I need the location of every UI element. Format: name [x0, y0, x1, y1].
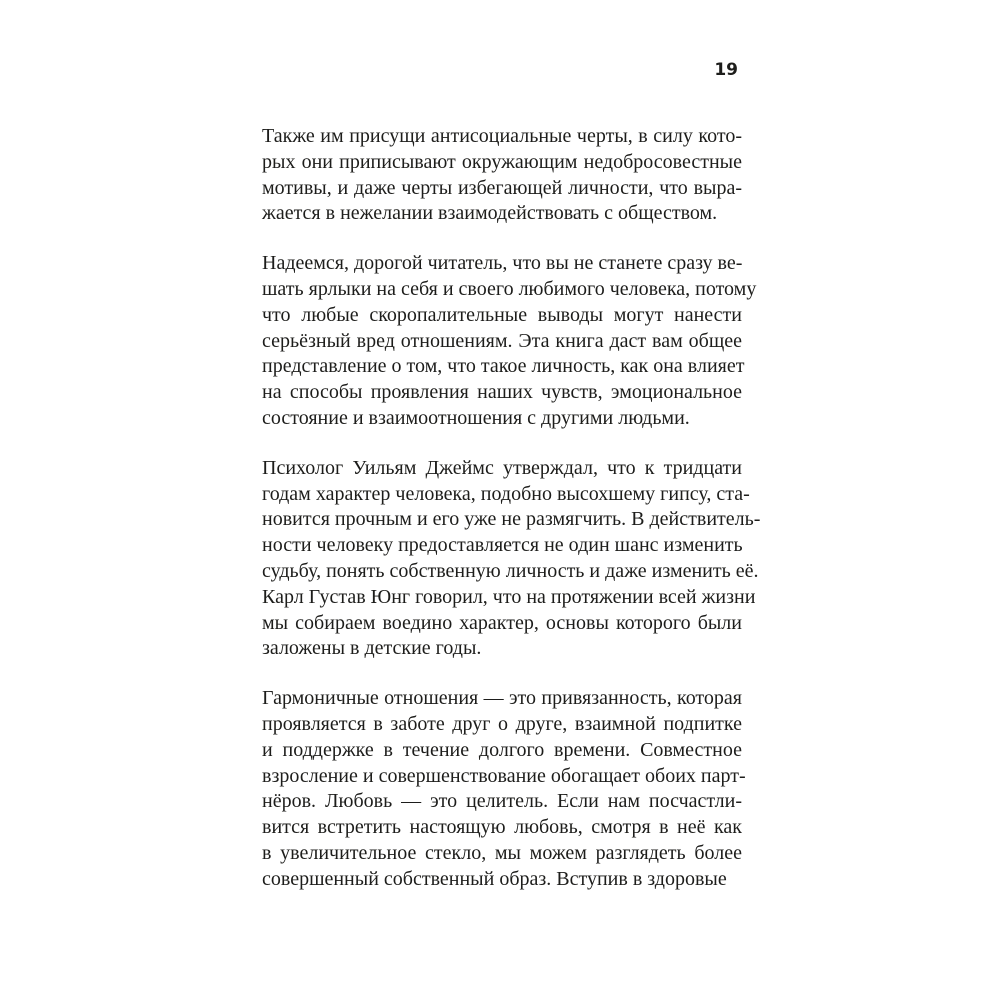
paragraph — [262, 124, 742, 227]
text-line: нёров. Любовь — это целитель. Если нам посчастли- — [262, 790, 742, 813]
text-line: состояние и взаимоотношения с другими людьми. — [262, 406, 690, 429]
paragraph — [262, 686, 746, 892]
text-line: на способы проявления наших чувств, эмоциональное — [262, 381, 742, 404]
text-line: взросление и совершенствование обогащает обоих парт- — [262, 764, 746, 787]
text-line: рых они приписывают окружающим недобросовестные — [262, 150, 742, 173]
text-line: в увеличительное стекло, мы можем разглядеть более — [262, 841, 742, 864]
text-line: серьёзный вред отношениям. Эта книга даст вам общее — [262, 329, 742, 352]
text-line: мотивы, и даже черты избегающей личности, что выра- — [262, 176, 742, 199]
text-line: Психолог Уильям Джеймс утверждал, что к тридцати — [262, 456, 742, 479]
page-number: 19 — [714, 60, 738, 80]
text-line: представление о том, что такое личность, как она влияет — [262, 355, 745, 378]
text-line: шать ярлыки на себя и своего любимого человека, потому — [262, 277, 757, 300]
text-line: Карл Густав Юнг говорил, что на протяжении всей жизни — [262, 585, 756, 608]
text-line: судьбу, понять собственную личность и даже изменить её. — [262, 559, 759, 582]
text-line: Также им присущи антисоциальные черты, в силу кото- — [262, 125, 742, 147]
body-text — [262, 124, 761, 893]
text-line: мы собираем воедино характер, основы которого были — [262, 611, 742, 634]
text-line: и поддержке в течение долгого времени. Совместное — [262, 738, 742, 761]
paragraph — [262, 251, 757, 432]
text-line: жается в нежелании взаимодействовать с обществом. — [262, 202, 718, 225]
text-line: Гармоничные отношения — это привязанность, которая — [262, 687, 742, 710]
text-line: вится встретить настоящую любовь, смотря в неё как — [262, 816, 742, 839]
text-line: совершенный собственный образ. Вступив в здоровые — [262, 867, 727, 890]
text-line: годам характер человека, подобно высохшему гипсу, ста- — [262, 482, 750, 505]
text-line: Надеемся, дорогой читатель, что вы не станете сразу ве- — [262, 252, 743, 275]
paragraph — [262, 456, 761, 662]
text-line: проявляется в заботе друг о друге, взаимной подпитке — [262, 712, 742, 735]
text-line: заложены в детские годы. — [262, 637, 482, 660]
text-line: что любые скоропалительные выводы могут нанести — [262, 303, 742, 326]
text-line: ности человеку предоставляется не один шанс изменить — [262, 534, 743, 557]
text-line: новится прочным и его уже не размягчить. В действитель- — [262, 508, 761, 531]
